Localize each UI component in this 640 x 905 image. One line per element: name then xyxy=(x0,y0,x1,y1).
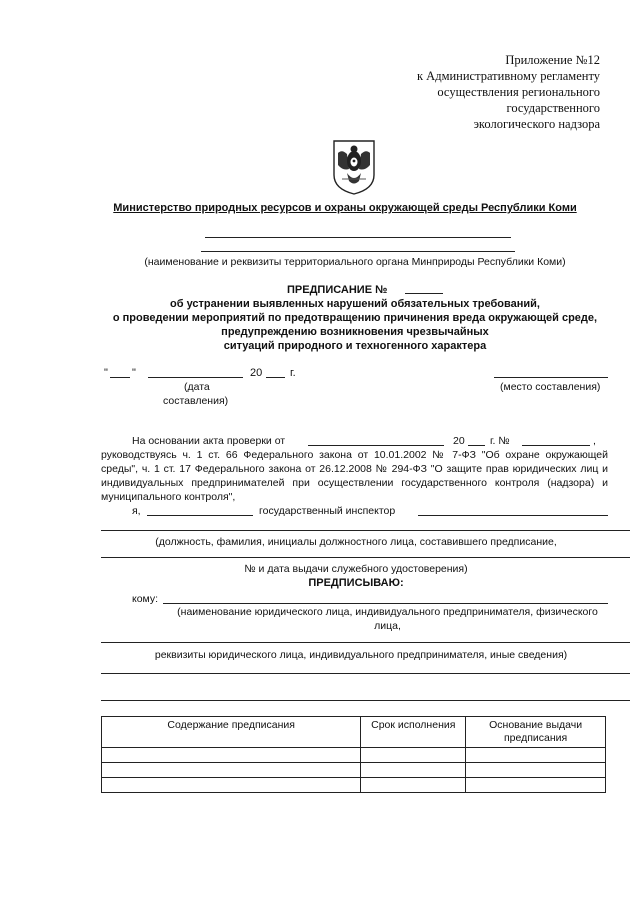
basis-text: индивидуальных предпринимателей при осуществлении государственного контроля (надзора) и xyxy=(101,477,608,489)
ministry-name: Министерство природных ресурсов и охраны окружающей среды Республики Коми xyxy=(113,202,577,214)
column-header-deadline: Срок исполнения xyxy=(361,717,466,748)
basis-year-line xyxy=(468,445,485,446)
certificate-caption: № и дата выдачи служебного удостоверения) xyxy=(244,563,468,575)
table-cell[interactable] xyxy=(466,748,606,763)
column-header-basis: Основание выдачи предписания xyxy=(466,717,606,748)
day-line xyxy=(110,377,130,378)
official-caption: (должность, фамилия, инициалы должностного лица, составившего предписание, xyxy=(155,536,557,548)
year-suffix: г. xyxy=(290,367,296,379)
coat-of-arms-komi-icon xyxy=(332,139,376,196)
appendix-line: к Административному регламенту xyxy=(416,69,600,83)
prescription-title: ПРЕДПИСАНИЕ № xyxy=(287,284,388,296)
territorial-organ-caption: (наименование и реквизиты территориального органа Минприроды Республики Коми) xyxy=(144,256,566,268)
official-line xyxy=(101,530,630,531)
official-line xyxy=(101,557,630,558)
place-line xyxy=(494,377,608,378)
extra-line xyxy=(101,700,630,701)
appendix-line: экологического надзора xyxy=(473,117,600,131)
column-header-content: Содержание предписания xyxy=(102,717,361,748)
table-cell[interactable] xyxy=(466,763,606,778)
table-cell[interactable] xyxy=(361,748,466,763)
recipient-line xyxy=(163,603,608,604)
act-number-line xyxy=(522,445,590,446)
table-cell[interactable] xyxy=(361,763,466,778)
requisites-caption: реквизиты юридического лица, индивидуального предпринимателя, иные сведения) xyxy=(154,649,568,661)
territorial-organ-line xyxy=(205,237,511,238)
date-caption: (дата xyxy=(184,381,210,393)
prescribe-heading: ПРЕДПИСЫВАЮ: xyxy=(308,577,404,589)
inspector-label: государственный инспектор xyxy=(259,505,396,517)
table-cell[interactable] xyxy=(361,778,466,793)
appendix-block xyxy=(300,52,600,132)
basis-intro: На основании акта проверки от xyxy=(132,435,286,447)
basis-year: 20 xyxy=(453,435,465,447)
place-caption: (место составления) xyxy=(500,381,601,393)
table-header-row xyxy=(102,717,606,748)
quote-close: " xyxy=(132,367,136,379)
basis-text: среды", ч. 1 ст. 17 Федерального закона от 26.12.2008 № 294-ФЗ "О защите прав юридических лиц и xyxy=(101,463,608,475)
territorial-organ-line xyxy=(201,251,515,252)
recipient-caption: (наименование юридического лица, индивидуального предпринимателя, физического xyxy=(177,606,598,618)
prescription-table xyxy=(101,716,606,793)
basis-number-label: г. № xyxy=(490,435,510,447)
inspector-name-line xyxy=(147,515,253,516)
month-line xyxy=(148,377,243,378)
table-cell[interactable] xyxy=(466,778,606,793)
year-line xyxy=(266,377,285,378)
appendix-line: Приложение №12 xyxy=(505,53,600,67)
date-caption: составления) xyxy=(163,395,229,407)
year-prefix: 20 xyxy=(250,367,263,379)
act-date-line xyxy=(308,445,444,446)
table-row xyxy=(102,778,606,793)
table-cell[interactable] xyxy=(102,763,361,778)
basis-text: руководствуясь ч. 1 ст. 66 Федерального закона от 10.01.2002 № 7-ФЗ "Об охране окружающей xyxy=(101,449,608,461)
quote-open: " xyxy=(104,367,108,379)
title-line: о проведении мероприятий по предотвращению причинения вреда окружающей среде, xyxy=(112,312,598,324)
title-line: ситуаций природного и техногенного характера xyxy=(223,340,487,352)
basis-comma: , xyxy=(593,435,596,447)
table-cell[interactable] xyxy=(102,778,361,793)
appendix-line: государственного xyxy=(506,101,600,115)
basis-text: муниципального контроля", xyxy=(101,491,236,503)
requisites-line xyxy=(101,642,630,643)
inspector-line xyxy=(418,515,608,516)
appendix-line: осуществления регионального xyxy=(437,85,600,99)
table-row xyxy=(102,763,606,778)
table-cell[interactable] xyxy=(102,748,361,763)
title-line: предупреждению возникновения чрезвычайных xyxy=(221,326,489,338)
extra-line xyxy=(101,673,630,674)
ya-label: я, xyxy=(132,505,141,517)
prescription-number-line xyxy=(405,293,443,294)
title-line: об устранении выявленных нарушений обязательных требований, xyxy=(170,298,540,310)
recipient-caption: лица, xyxy=(374,620,401,632)
table-row xyxy=(102,748,606,763)
komu-label: кому: xyxy=(132,593,159,605)
